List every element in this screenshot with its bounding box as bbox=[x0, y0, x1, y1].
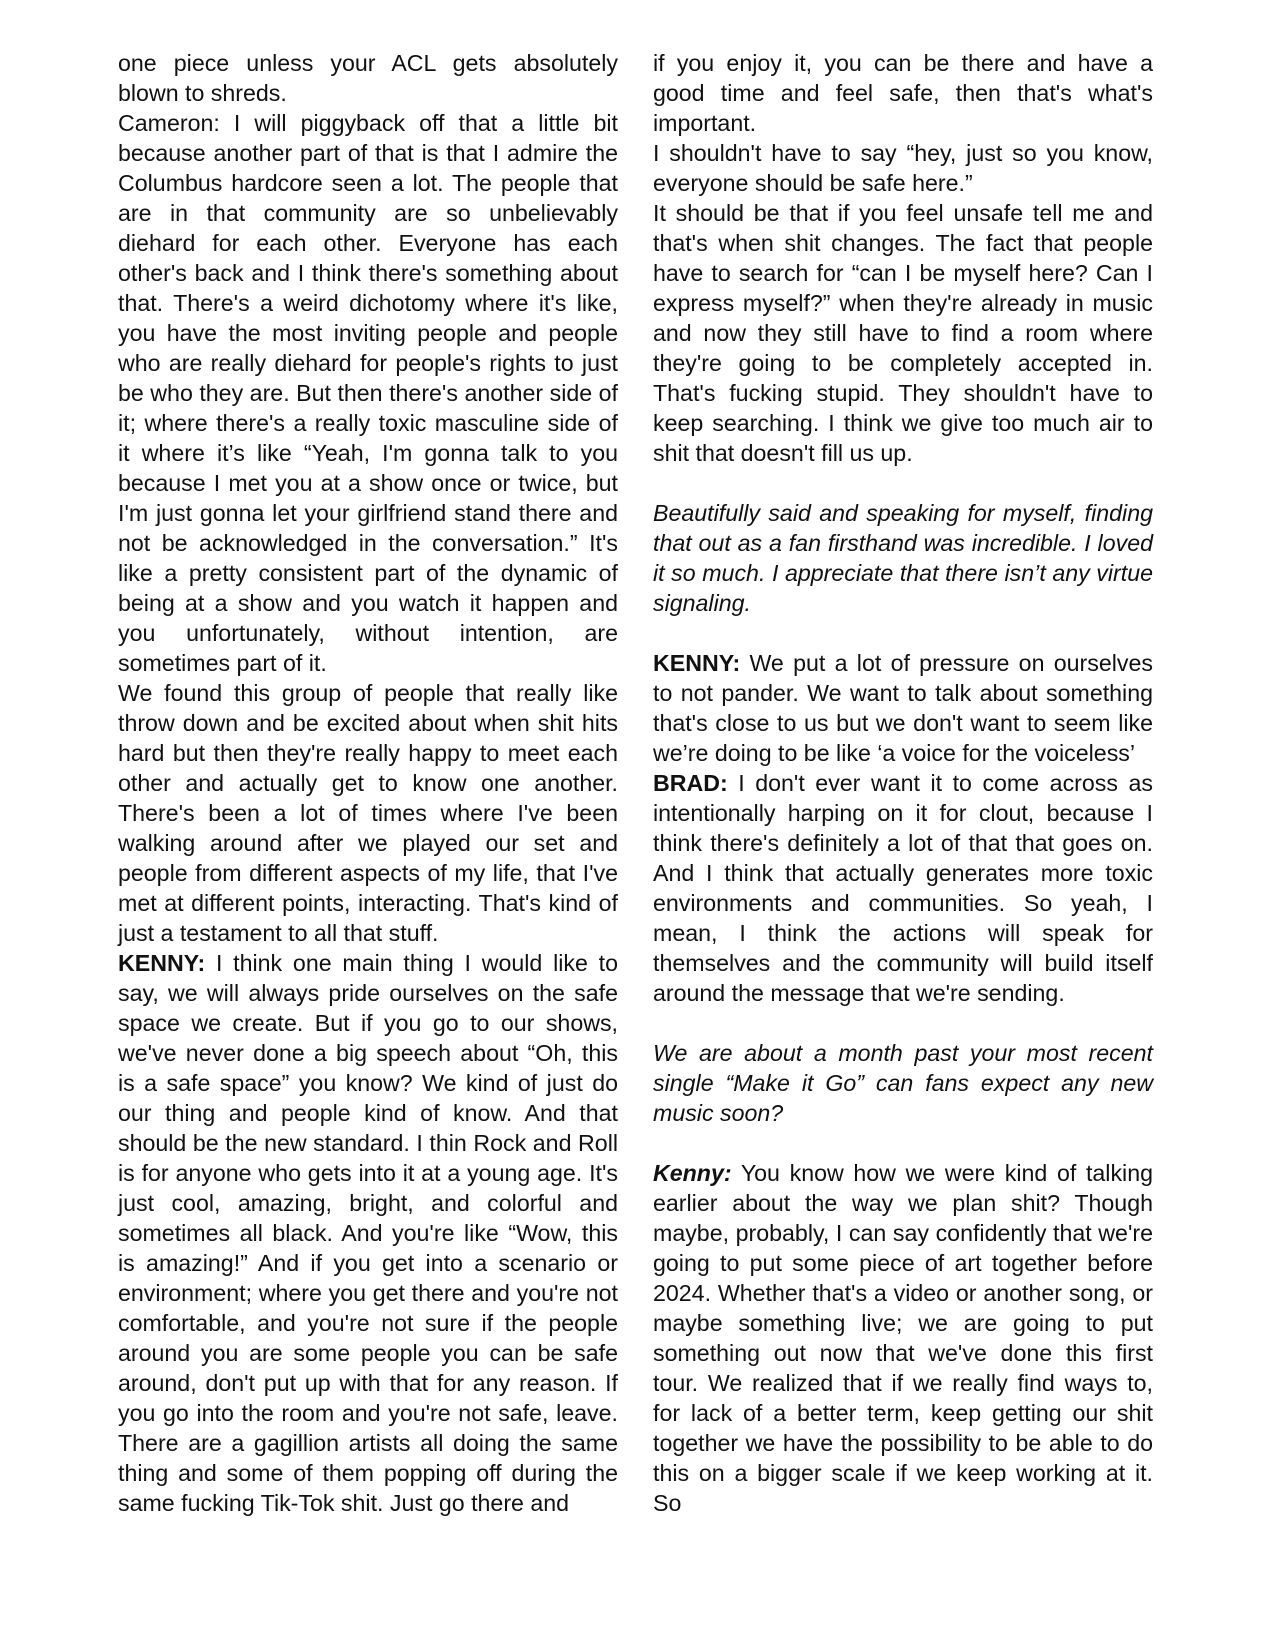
left-paragraph-acl: one piece unless your ACL gets absolutely blown to shreds. bbox=[118, 50, 618, 106]
speaker-label: Kenny: bbox=[653, 1160, 732, 1186]
speaker-label: KENNY: bbox=[653, 650, 741, 676]
left-column bbox=[118, 48, 618, 1518]
right-paragraph-brad-clout bbox=[653, 768, 1153, 1008]
paragraph-text: We put a lot of pressure on ourselves to not pander. We want to talk about something that's close to us but we don't want to seem like we’re doing to be like ‘a voice for the voiceless’ bbox=[653, 650, 1153, 766]
speaker-label: BRAD: bbox=[653, 770, 728, 796]
speaker-label: KENNY: bbox=[118, 950, 206, 976]
left-paragraph-group-of-people: We found this group of people that really like throw down and be excited about when shit hits hard but then they're really happy to meet each other and actually get to know one another. There's been a lot of times where I've been walking around after we played our set and people from different aspects of my life, that I've met at different points, interacting. That's kind of just a testament to all that stuff. bbox=[118, 680, 618, 946]
paragraph-text: You know how we were kind of talking earlier about the way we plan shit? Though maybe, probably, I can say confidently that we're going to put some piece of art together before 2024. Whether that's a video or another song, or maybe something live; we are going to put something out now that we've done this first tour. We realized that if we really find ways to, for lack of a better term, keep getting our shit together we have the possibility to be able to do this on a bigger scale if we keep working at it. So bbox=[653, 1160, 1153, 1516]
left-paragraph-kenny-safe-space bbox=[118, 948, 618, 1518]
left-paragraph-cameron: Cameron: I will piggyback off that a little bit because another part of that is that I admire the Columbus hardcore seen a lot. The people that are in that community are so unbelievably diehard for each other. Everyone has each other's back and I think there's something about that. There's a weird dichotomy where it's like, you have the most inviting people and people who are really diehard for people's rights to just be who they are. But then there's another side of it; where there's a really toxic masculine side of it where it’s like “Yeah, I'm gonna talk to you because I met you at a show once or twice, but I'm just gonna let your girlfriend stand there and not be acknowledged in the conversation.” It's like a pretty consistent part of the dynamic of being at a show and you watch it happen and you unfortunately, without intention, are sometimes part of it. bbox=[118, 110, 618, 676]
right-paragraph-enjoy-it: if you enjoy it, you can be there and have a good time and feel safe, then that's what's important. bbox=[653, 50, 1153, 136]
right-paragraph-feel-unsafe: It should be that if you feel unsafe tell me and that's when shit changes. The fact that people have to search for “can I be myself here? Can I express myself?” when they're already in music and now they still have to find a room where they're going to be completely accepted in. That's fucking stupid. They shouldn't have to keep searching. I think we give too much air to shit that doesn't fill us up. bbox=[653, 200, 1153, 466]
interviewer-question-new-music: We are about a month past your most recent single “Make it Go” can fans expect any new music soon? bbox=[653, 1040, 1153, 1126]
paragraph-text: I don't ever want it to come across as intentionally harping on it for clout, because I think there's definitely a lot of that that goes on. And I think that actually generates more toxic environments and communities. So yeah, I mean, I think the actions will speak for themselves and the community will build itself around the message that we're sending. bbox=[653, 770, 1153, 1006]
paragraph-text: I think one main thing I would like to say, we will always pride ourselves on the safe space we create. But if you go to our shows, we've never done a big speech about “Oh, this is a safe space” you know? We kind of just do our thing and people kind of know. And that should be the new standard. I thin Rock and Roll is for anyone who gets into it at a young age. It's just cool, amazing, bright, and colorful and sometimes all black. And you're like “Wow, this is amazing!” And if you get into a scenario or environment; where you get there and you're not comfortable, and you're not sure if the people around you are some people you can be safe around, don't put up with that for any reason. If you go into the room and you're not safe, leave. There are a gagillion artists all doing the same thing and some of them popping off during the same fucking Tik-Tok shit. Just go there and bbox=[118, 950, 618, 1516]
right-paragraph-hey-safe: I shouldn't have to say “hey, just so you know, everyone should be safe here.” bbox=[653, 140, 1153, 196]
right-paragraph-kenny-pander bbox=[653, 648, 1153, 768]
interviewer-question-virtue-signaling: Beautifully said and speaking for myself, finding that out as a fan firsthand was incredible. I loved it so much. I appreciate that there isn’t any virtue signaling. bbox=[653, 500, 1153, 616]
right-column bbox=[653, 48, 1153, 1518]
right-paragraph-kenny-new-music bbox=[653, 1158, 1153, 1518]
